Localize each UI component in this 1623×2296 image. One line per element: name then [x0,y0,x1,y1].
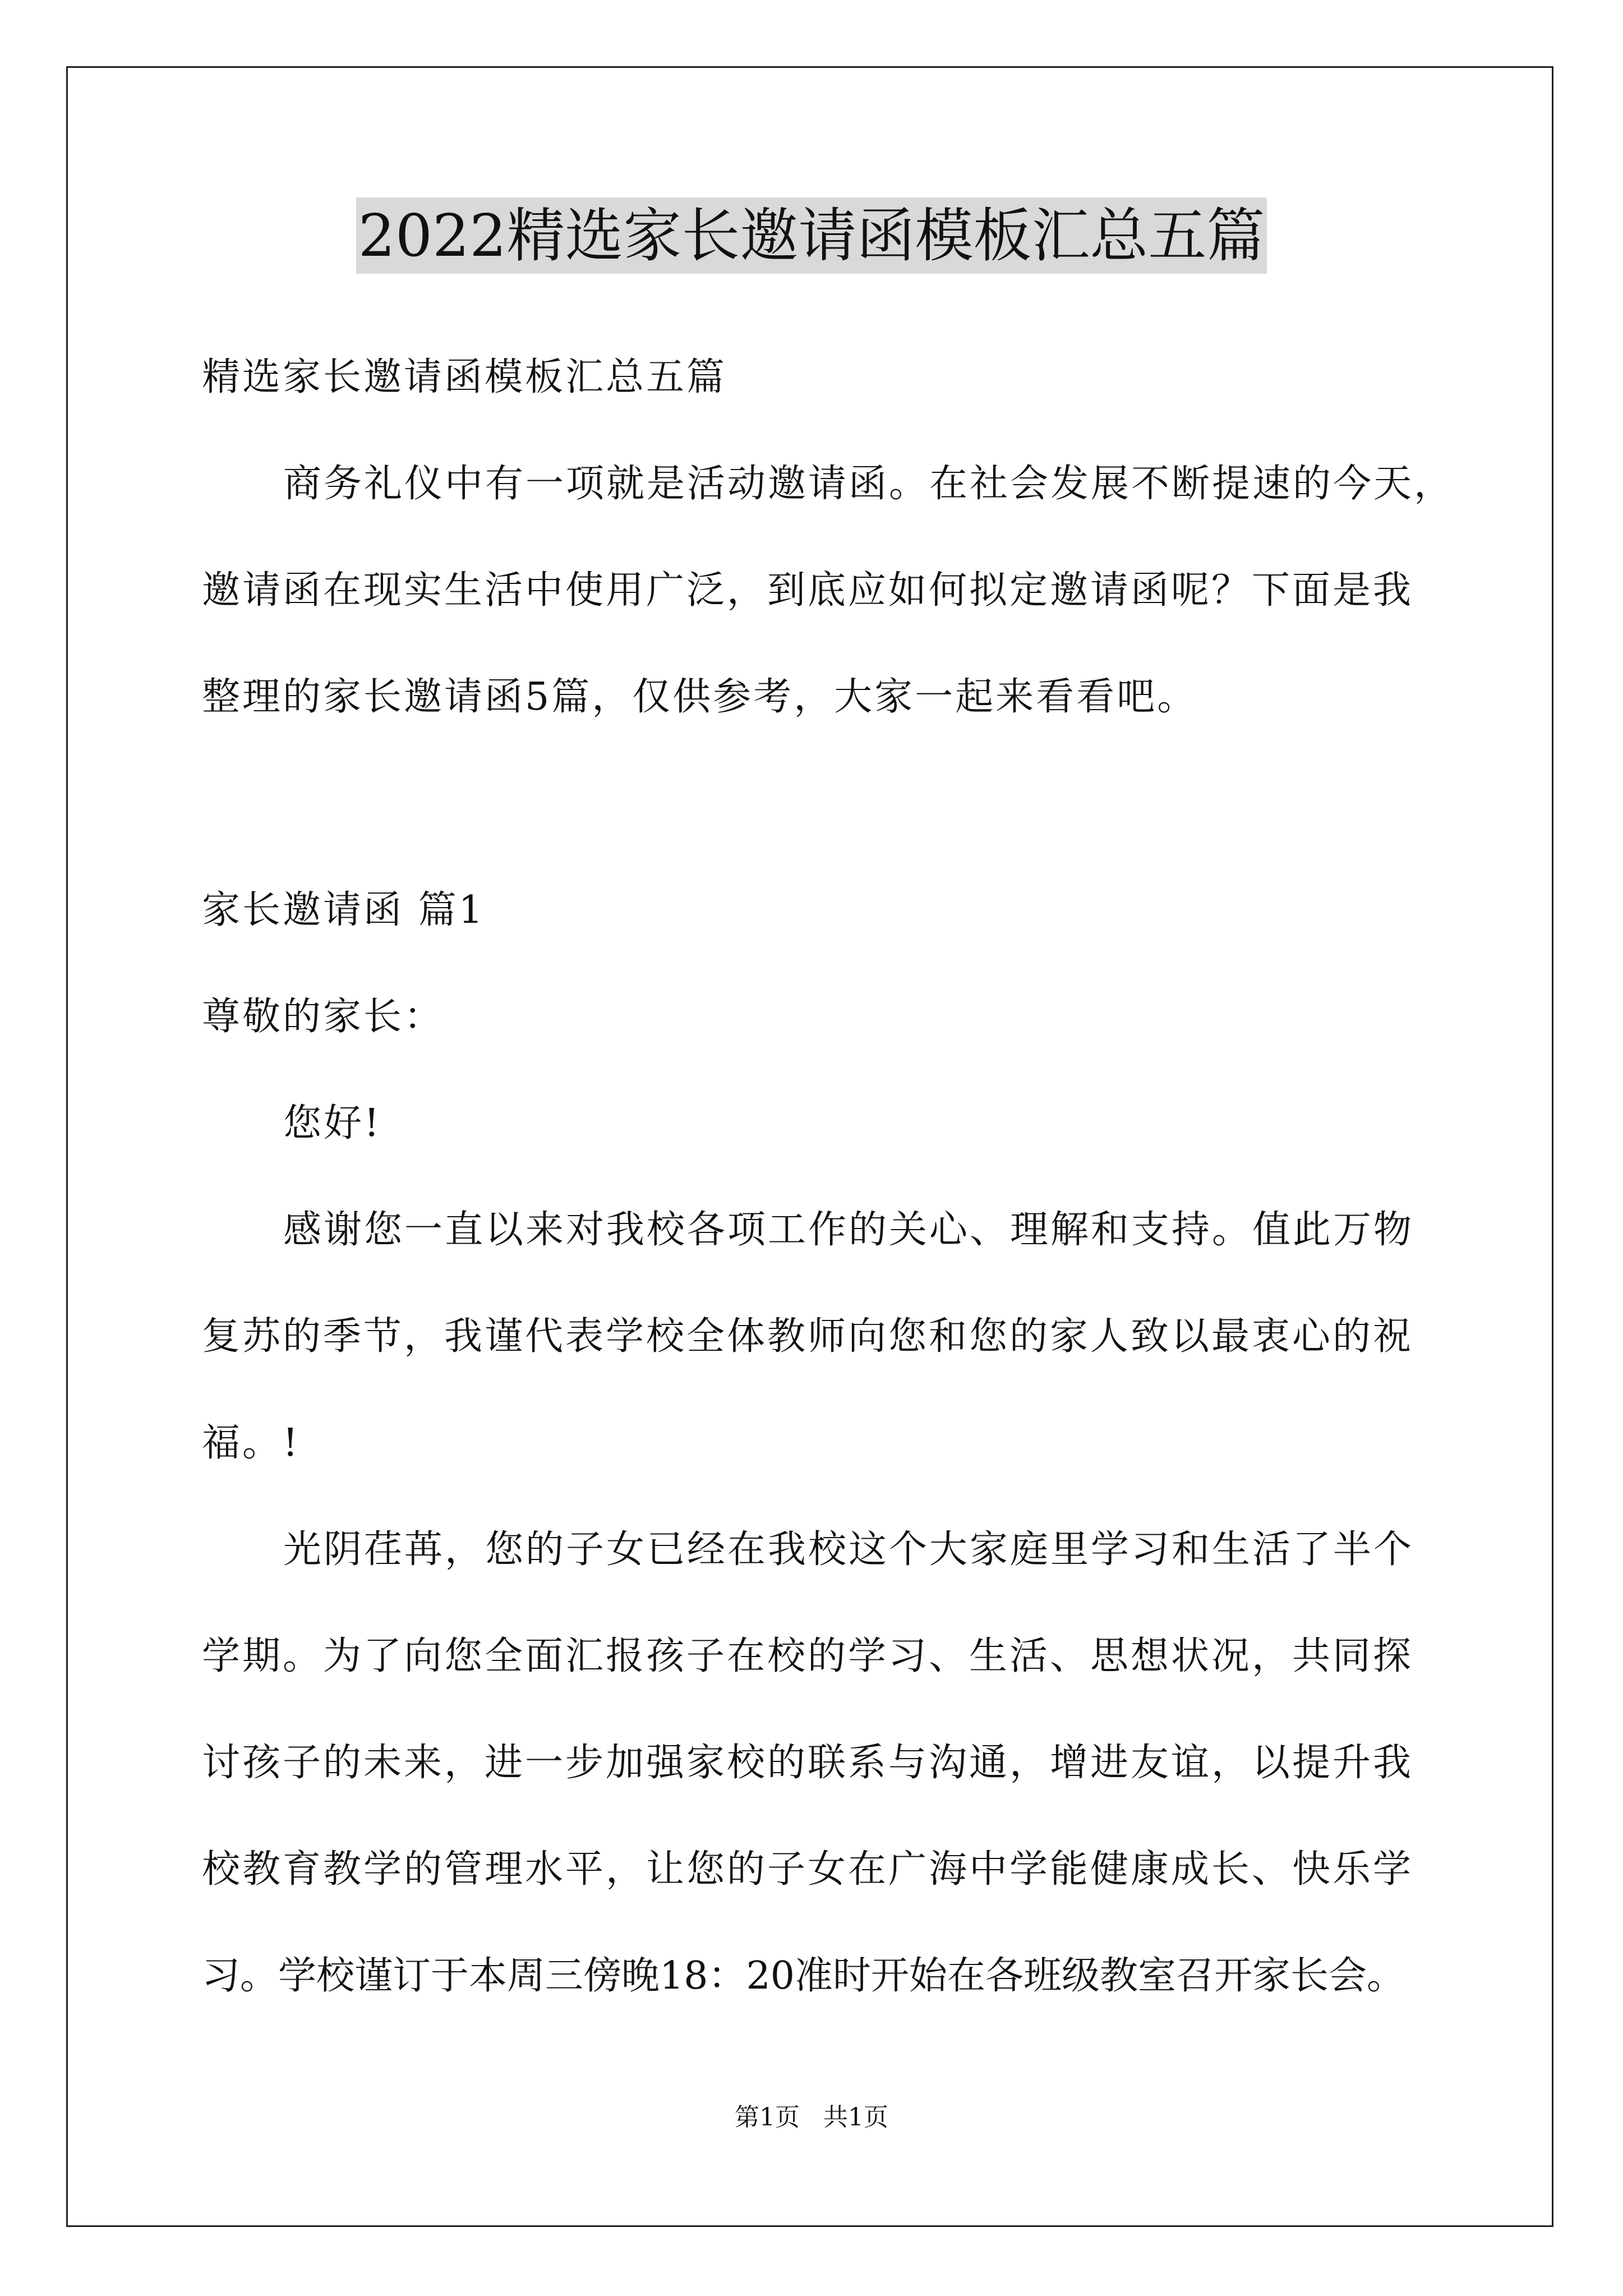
intro-line-1: 商务礼仪中有一项就是活动邀请函。在社会发展不断提速的今天， [283,462,1455,506]
salutation: 尊敬的家长： [202,995,445,1039]
para1-line-2: 复苏的季节，我谨代表学校全体教师向您和您的家人致以最衷心的祝 [202,1314,1414,1359]
greeting: 您好! [283,1101,382,1145]
para2-line-1: 光阴荏苒，您的子女已经在我校这个大家庭里学习和生活了半个 [283,1527,1414,1572]
para2-line-5: 习。学校谨订于本周三傍晚18：20准时开始在各班级教室召开家长会。 [202,1954,1405,1998]
title-container [0,197,1623,274]
para2-line-3: 讨孩子的未来，进一步加强家校的联系与沟通，增进友谊，以提升我 [202,1741,1414,1785]
para2-line-4: 校教育教学的管理水平，让您的子女在广海中学能健康成长、快乐学 [202,1847,1414,1892]
document-title: 2022精选家长邀请函模板汇总五篇 [356,197,1267,274]
para1-line-3: 福。! [202,1421,301,1465]
section-heading: 家长邀请函 篇1 [202,888,485,932]
intro-line-3: 整理的家长邀请函5篇，仅供参考，大家一起来看看吧。 [202,675,1198,719]
para2-line-2: 学期。为了向您全面汇报孩子在校的学习、生活、思想状况，共同探 [202,1634,1414,1678]
page-footer: 第1页 共1页 [735,2103,888,2132]
intro-line-2: 邀请函在现实生活中使用广泛，到底应如何拟定邀请函呢？下面是我 [202,568,1414,613]
document-subtitle: 精选家长邀请函模板汇总五篇 [202,355,727,399]
para1-line-1: 感谢您一直以来对我校各项工作的关心、理解和支持。值此万物 [283,1208,1414,1252]
